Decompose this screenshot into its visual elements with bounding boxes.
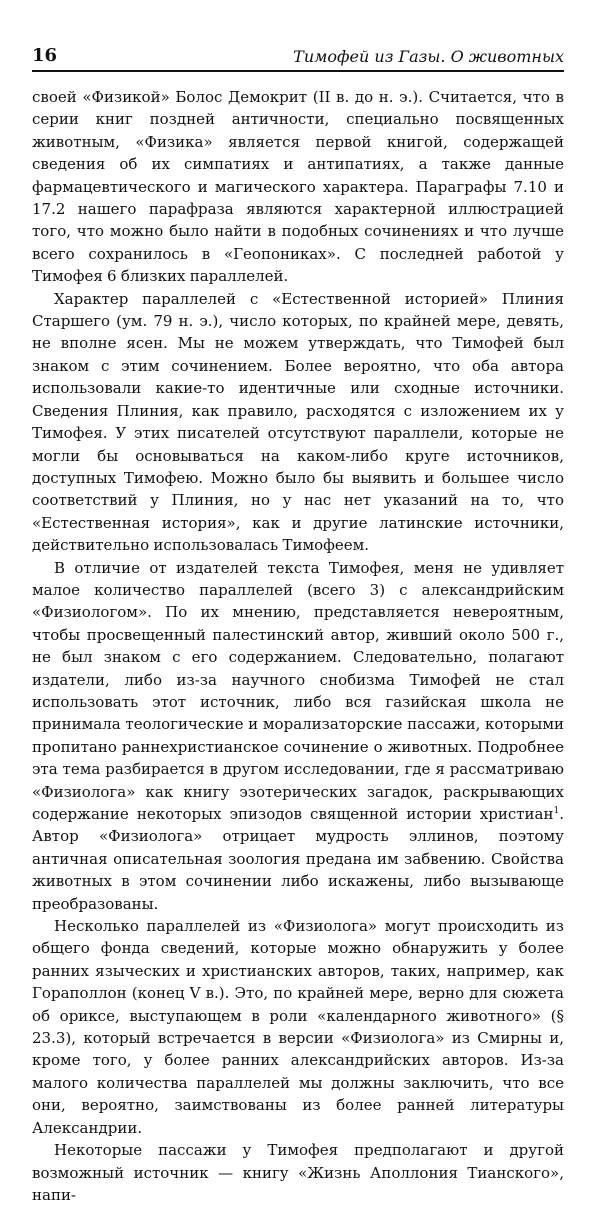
body-text [32, 86, 564, 1206]
paragraph-3-text-a: В отличие от издателей текста Тимофея, меня не удивляет малое количество параллелей (всего 3) с александрийским «Физиологом». По их мнению, представляется невероятным, чтобы просвещенный палестинский автор, живший около 500 г., не был знаком с его содержанием. Следовательно, полагают издатели, либо из-за научного снобизма Тимофей не стал использовать этот источник, либо вся газийская школа не принимала теологические и морализаторские пассажи, которыми пропитано раннехристианское сочинение о животных. Подробнее эта тема разбирается в другом исследовании, где я рассматриваю «Физиолога» как книгу эзотерических загадок, раскрывающих содержание некоторых эпизодов священной истории христиан [32, 558, 564, 823]
footnote-marker[interactable]: 1 [553, 806, 560, 816]
paragraph-3 [32, 557, 564, 916]
running-title: Тимофей из Газы. О животных [293, 47, 564, 66]
paragraph-1: своей «Физикой» Болос Демокрит (II в. до н. э.). Считается, что в серии книг поздней античности, специально посвященных животным, «Физика» является первой книгой, содержащей сведения об их симпатиях и антипатиях, а также данные фармацевтического и магического характера. Параграфы 7.10 и 17.2 нашего парафраза являются характерной иллюстрацией того, что можно было найти в подобных сочинениях и что лучше всего сохранилось в «Геопониках». С последней работой у Тимофея 6 близких параллелей. [32, 88, 564, 286]
page-number: 16 [32, 45, 58, 66]
paragraph-5: Некоторые пассажи у Тимофея предполагают и другой возможный источник — книгу «Жизнь Аполлония Тианского», напи- [32, 1141, 564, 1204]
paragraph-2: Характер параллелей с «Естественной историей» Плиния Старшего (ум. 79 н. э.), число которых, по крайней мере, девять, не вполне ясен. Мы не можем утверждать, что Тимофей был знаком с этим сочинением. Более вероятно, что оба автора использовали какие-то идентичные или сходные источники. Сведения Плиния, как правило, расходятся с изложением их у Тимофея. У этих писателей отсутствуют параллели, которые не могли бы основываться на каком-либо круге источников, доступных Тимофею. Можно было бы выявить и большее число соответствий у Плиния, но у нас нет указаний на то, что «Естественная история», как и другие латинские источники, действительно использовалась Тимофеем. [32, 289, 564, 555]
page-header [32, 46, 564, 72]
paragraph-3-text-b: . Автор «Физиолога» отрицает мудрость эллинов, поэтому античная описательная зоология предана им забвению. Свойства животных в этом сочинении либо искажены, либо вызывающе преобразованы. [32, 805, 564, 913]
paragraph-4: Несколько параллелей из «Физиолога» могут происходить из общего фонда сведений, которые можно обнаружить у более ранних языческих и христианских авторов, таких, например, как Гораполлон (конец V в.). Это, по крайней мере, верно для сюжета об ориксе, выступающем в роли «календарного животного» (§ 23.3), который встречается в версии «Физиолога» из Смирны и, кроме того, у более ранних александрийских авторов. Из-за малого количества параллелей мы должны заключить, что все они, вероятно, заимствованы из более ранней литературы Александрии. [32, 917, 564, 1137]
